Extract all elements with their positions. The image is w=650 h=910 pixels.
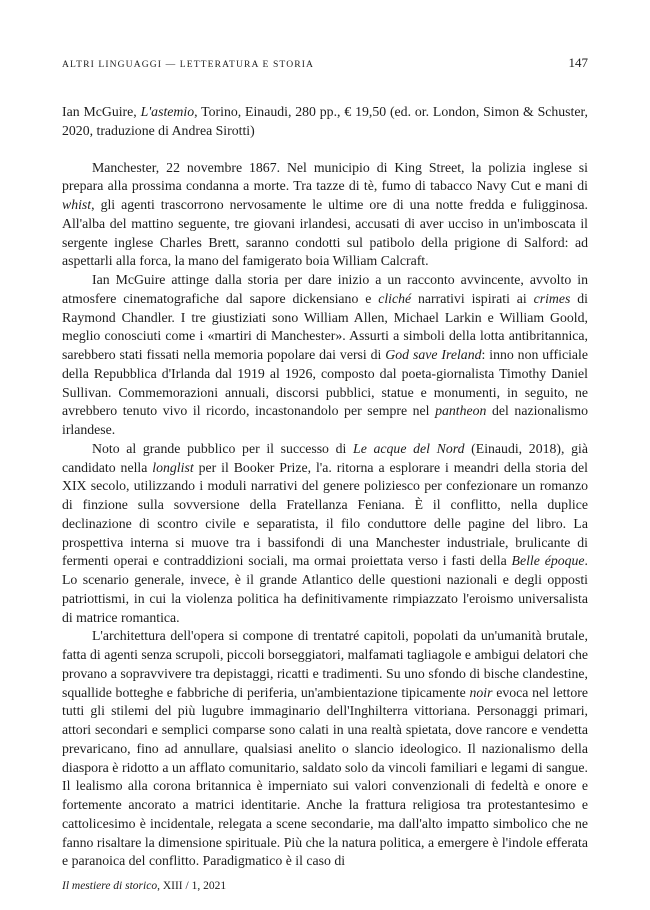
p2-text-a: Ian McGuire attinge dalla storia per dare inizio a un racconto avvincente, avvolto in atmosfere cinematografiche dal sapore dickensiano e <box>62 272 588 306</box>
p1-italic-whist: whist <box>62 197 92 212</box>
p4-text-c: evoca nel lettore tutti gli stilemi del più lugubre immaginario dell'Inghilterra vittoriana. Personaggi primari, attori secondari e semplici comparse sono calati in una realtà spietata, dove rancore e vendetta prevaricano, fino ad annullare, qualsiasi anelito o slancio ideologico. Il nazionalismo della diaspora è ridotto a un afflato comunitario, saldato solo da vincoli familiari e legami di sangue. Il lealismo alla corona britannica è imperniato sui valori convenzionali di fedeltà e onore e fortemente ancorato a matrici identitarie. Anche la frattura religiosa tra protestantesimo e cattolicesimo è incidentale, relegata a scene secondarie, ma dall'alto impatto simbolico che ne fanno risaltare la dimensione spirituale. Più che la natura politica, a emergere è l'indole efferata e paranoica del conflitto. Paradigmatico è il caso di <box>62 684 588 869</box>
p2-italic-pantheon: pantheon <box>435 403 487 419</box>
article-body <box>62 103 588 871</box>
p2-text-g: : inno non ufficiale della Repubblica d'Irlanda dal 1919 al 1926, composto dal poeta-giornalista Timothy Daniel Sullivan. Commemorazioni annuali, discorsi pubblici, statue e monumenti, in seguito, ne avrebbero tenuto vivo il ricordo, incastonandolo per sempre nel <box>62 347 588 419</box>
p4-italic-noir: noir <box>469 684 493 700</box>
p3-text-a: Noto al grande pubblico per il successo di <box>92 440 354 456</box>
p3-text-g: . Lo scenario generale, invece, è il grande Atlantico delle questioni nazionali e degli opposti patriottismi, in cui la violenza politica ha definitivamente rimpiazzato l'eroismo universalista di matrice romantica. <box>62 553 588 625</box>
p2-text-e: di Raymond Chandler. I tre giustiziati sono William Allen, Michael Larkin e William Goold, meglio conosciuti come i «martiri di Manchester». Assurti a simboli della lotta antibritannica, sarebbero stati fissati nella memoria popolare dai versi di <box>62 290 588 362</box>
p2-italic-crimes: crimes <box>533 290 571 306</box>
running-head <box>62 55 588 71</box>
paragraph-4 <box>62 627 588 871</box>
p1-text-a: Manchester, 22 novembre 1867. Nel municipio di King Street, la polizia inglese si prepara alla prossima condanna a morte. Tra tazze di tè, fumo di tabacco Navy Cut e mani di <box>62 159 588 194</box>
p2-text-c: narrativi ispirati ai <box>411 290 534 306</box>
book-citation <box>62 103 588 141</box>
paragraph-2 <box>62 271 588 440</box>
paragraph-3 <box>62 440 588 628</box>
page-number: 147 <box>568 55 588 70</box>
p1-text-c: , gli agenti trascorrono nervosamente le ultime ore di una notte fredda e fuligginosa. All'alba del mattino seguente, tre giovani irlandesi, accusati di aver ucciso in un'imboscata il sergente inglese Charles Brett, saranno condotti sul patibolo della prigione di Salford: ad aspettarli alla forca, la mano del famigerato boia William Calcraft. <box>62 197 588 269</box>
journal-issue: , XIII / 1, 2021 <box>157 880 227 892</box>
p3-italic-book-title: Le acque del Nord <box>353 440 465 456</box>
citation-title: L'astemio <box>140 104 195 119</box>
p2-italic-cliche: cliché <box>378 290 412 306</box>
citation-author: Ian McGuire, <box>62 104 141 119</box>
p2-italic-anthem: God save Ireland <box>385 347 482 362</box>
journal-name: Il mestiere di storico <box>62 880 158 892</box>
p2-text-i: del nazionalismo irlandese. <box>62 403 588 437</box>
page-footer <box>62 880 226 892</box>
p3-italic-belle-epoque: Belle époque <box>511 553 585 569</box>
citation-details: , Torino, Einaudi, 280 pp., € 19,50 (ed. or. London, Simon & Schuster, 2020, traduzione di Andrea Sirotti) <box>62 104 588 138</box>
p3-italic-longlist: longlist <box>152 459 194 475</box>
p3-text-e: per il Booker Prize, l'a. ritorna a esplorare i meandri della storia del XIX secolo, utilizzando i moduli narrativi del genere poliziesco per confezionare un romanzo di finzione sulla sovversione della Fratellanza Feniana. È il conflitto, nella duplice declinazione di scontro civile e separatista, il filo conduttore delle pagine del libro. La prospettiva interna si muove tra i bassifondi di una Manchester industriale, brulicante di fermenti operai e contraddizioni sociali, ma ormai proiettata verso i fasti della <box>62 459 588 569</box>
running-title: ALTRI LINGUAGGI — LETTERATURA E STORIA <box>62 59 315 70</box>
p3-text-c: (Einaudi, 2018), già candidato nella <box>62 440 588 475</box>
p4-text-a: L'architettura dell'opera si compone di trentatré capitoli, popolati da un'umanità brutale, fatta di agenti senza scrupoli, piccoli borseggiatori, malfamati tagliagole e ambigui delatori che provano a sopravvivere tra depistaggi, ricatti e tradimenti. Su uno sfondo di bische clandestine, squallide botteghe e fabbriche di periferia, un'ambientazione tipicamente <box>62 628 588 700</box>
paragraph-1 <box>62 159 588 272</box>
